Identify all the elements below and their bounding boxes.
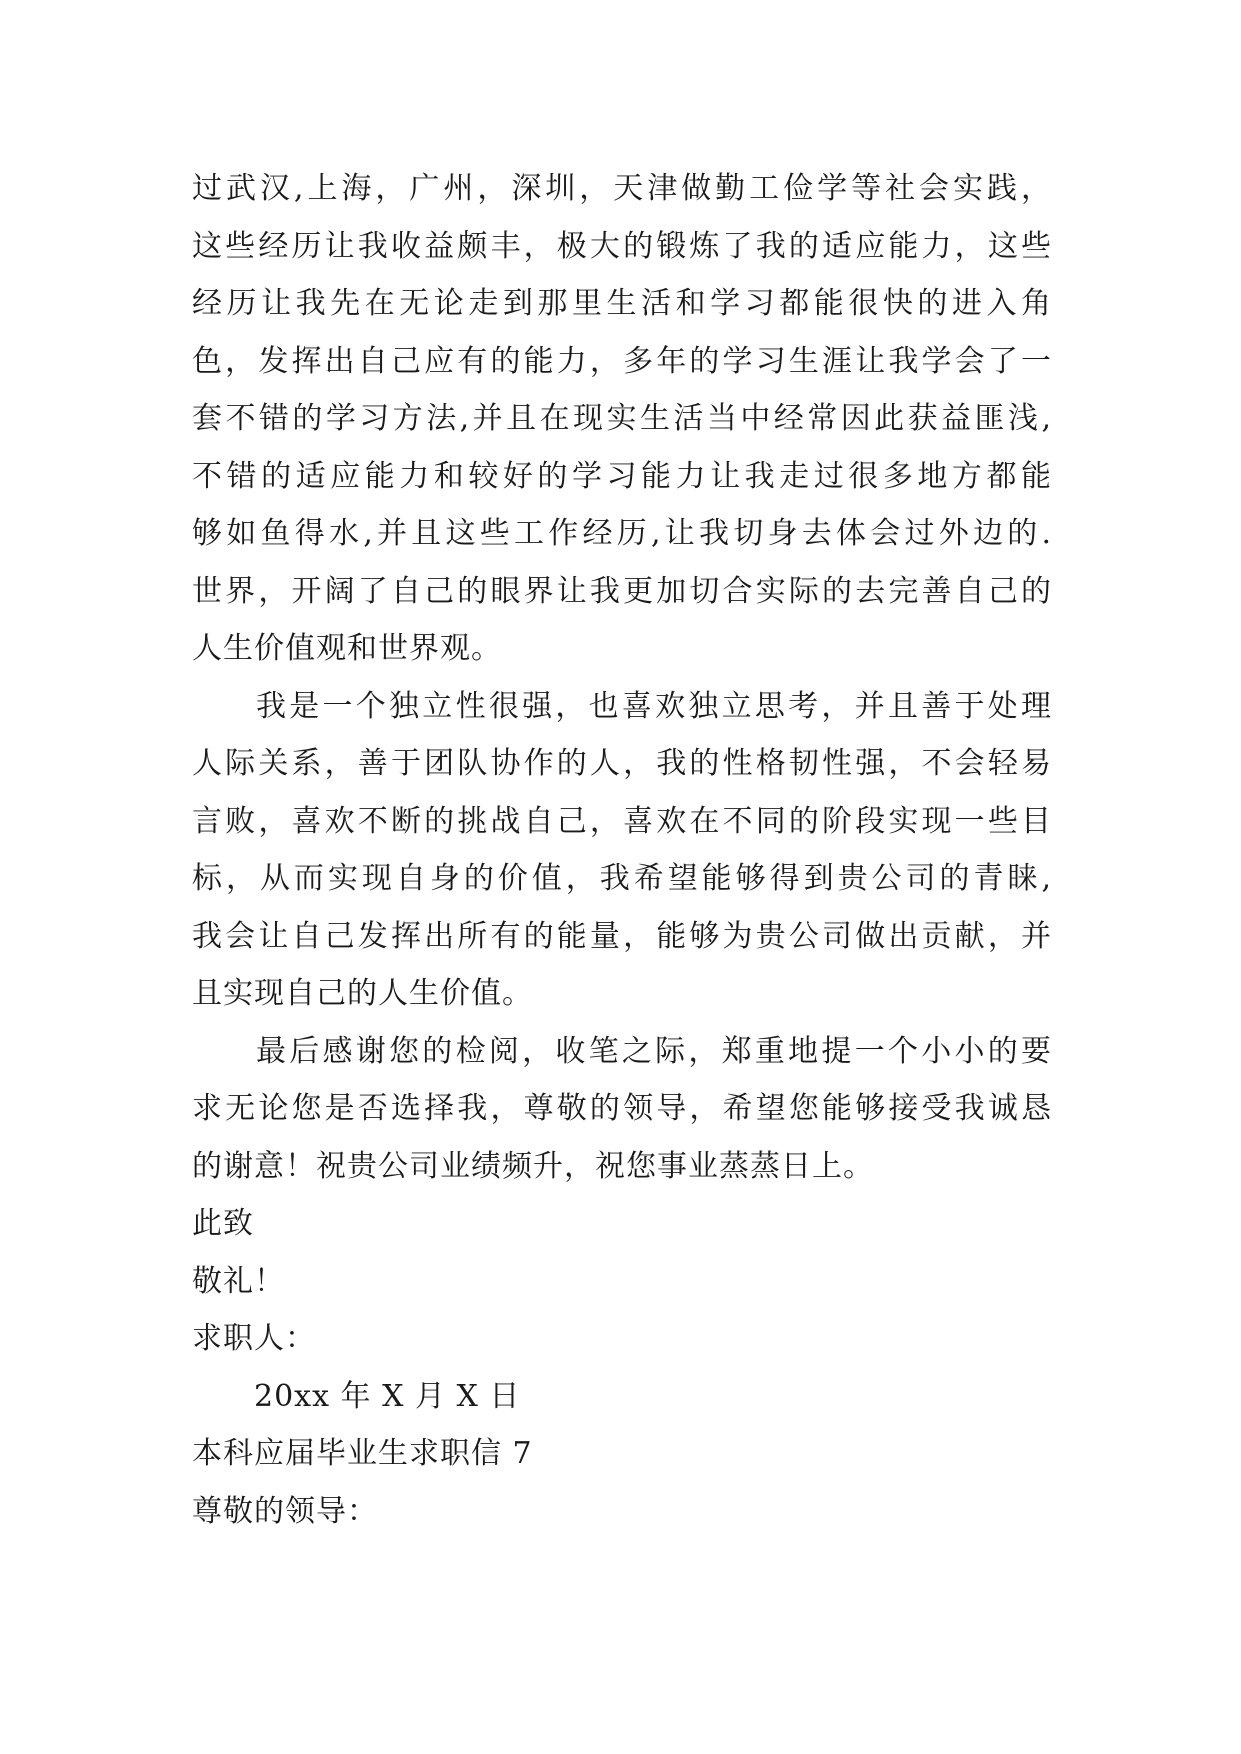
text-line: 人生价值观和世界观。: [192, 631, 502, 666]
text-line: 够如鱼得水,并且这些工作经历,让我切身去体会过外边的.: [192, 516, 1052, 551]
text-line: 不错的适应能力和较好的学习能力让我走过很多地方都能: [192, 458, 1052, 494]
next-letter-greeting: 尊敬的领导：: [192, 1493, 378, 1529]
text-line: 世界，开阔了自己的眼界让我更加切合实际的去完善自己的: [192, 573, 1052, 609]
text-line: 过武汉,上海，广州，深圳，天津做勤工俭学等社会实践，: [192, 171, 1052, 206]
text-line: 求无论您是否选择我，尊敬的领导，希望您能够接受我诚恳: [192, 1091, 1052, 1126]
next-letter-title: 本科应届毕业生求职信 7: [192, 1436, 533, 1471]
closing-regards: 敬礼！: [192, 1263, 285, 1299]
text-line: 最后感谢您的检阅，收笔之际，郑重地提一个小小的要: [256, 1033, 1052, 1069]
text-line: 套不错的学习方法,并且在现实生活当中经常因此获益匪浅,: [192, 401, 1052, 436]
text-line: 且实现自己的人生价值。: [192, 976, 533, 1011]
closing-salutation: 此致: [192, 1206, 254, 1241]
paragraph-experience: [192, 160, 1052, 678]
text-line: 的谢意！祝贵公司业绩频升，祝您事业蒸蒸日上。: [192, 1148, 874, 1184]
text-line: 我是一个独立性很强，也喜欢独立思考，并且善于处理: [256, 688, 1052, 724]
next-letter-block: [192, 1425, 1052, 1540]
text-line: 言败，喜欢不断的挑战自己，喜欢在不同的阶段实现一些目: [192, 803, 1052, 839]
letter-date: 20xx 年 X 月 X 日: [254, 1378, 521, 1414]
text-line: 经历让我先在无论走到那里生活和学习都能很快的进入角: [192, 286, 1052, 321]
paragraph-thanks: [192, 1023, 1052, 1196]
paragraph-personality: [192, 678, 1052, 1023]
closing-block: [192, 1195, 1052, 1425]
text-line: 标，从而实现自身的价值，我希望能够得到贵公司的青睐,: [192, 861, 1052, 896]
text-line: 人际关系，善于团队协作的人，我的性格韧性强，不会轻易: [192, 746, 1052, 781]
text-line: 色，发挥出自己应有的能力，多年的学习生涯让我学会了一: [192, 343, 1052, 379]
applicant-label: 求职人：: [192, 1321, 316, 1356]
text-line: 这些经历让我收益颇丰，极大的锻炼了我的适应能力，这些: [192, 228, 1052, 264]
text-line: 我会让自己发挥出所有的能量，能够为贵公司做出贡献，并: [192, 918, 1052, 954]
letter-body: [192, 160, 1052, 1540]
